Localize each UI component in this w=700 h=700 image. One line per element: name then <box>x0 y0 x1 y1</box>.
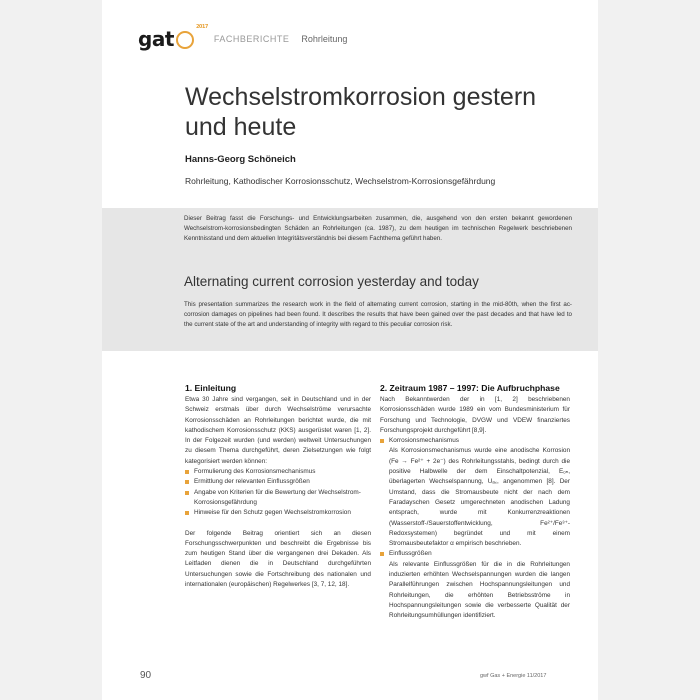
abstract-box <box>102 208 598 351</box>
running-header <box>138 24 348 51</box>
bullet-square-icon <box>185 511 189 515</box>
section-heading-zeitraum: 2. Zeitraum 1987 – 1997: Die Aufbruchphase <box>380 383 560 393</box>
bullet-square-icon <box>380 439 384 443</box>
list-item: Hinweise für den Schutz gegen Wechselstromkorrosion <box>185 508 371 518</box>
list-item: Angabe von Kriterien für die Bewertung der Wechselstrom-Korrosionsgefährdung <box>185 488 371 509</box>
journal-footer: gwf Gas + Energie 11/2017 <box>480 673 547 679</box>
paragraph: Etwa 30 Jahre sind vergangen, seit in Deutschland und in der Schweiz erstmals über durch Wechselströme verursachte Korrosionsschäden an Rohrleitungen berichtet wurde, die mit kathodischem Korrosionsschutz (KKS) ausgerüstet waren [1, 2]. In der Folgezeit wurden (und werden) weltweit Untersuchungen zu diesem Thema durchgeführt, deren Zielsetzungen wie folgt kategorisiert werden können: <box>185 396 371 465</box>
journal-logo: gat 2017 <box>138 24 208 51</box>
paragraph: Der folgende Beitrag orientiert sich an diesen Forschungsschwerpunkten und beschreibt die Ergebnisse bis zum heutigen Stand über die vergangenen drei Dekaden. Als Leitfaden dienen die in Deutschland durchgeführten Untersuchungen sowie die Fortschreibung des nationalen und internationalen (europäischen) Regelwerkes [3, 7, 12, 18]. <box>185 529 371 589</box>
paragraph: Nach Bekanntwerden der in [1, 2] beschriebenen Korrosionsschäden wurde 1989 ein vom Bundesministerium für Forschung und Technologie, DVGW und VDEW finanziertes Forschungsprojekt durchgeführt [8,9]. <box>380 396 570 434</box>
section-heading-einleitung: 1. Einleitung <box>185 383 237 393</box>
topic-label: Rohrleitung <box>301 34 348 44</box>
bullet-square-icon <box>380 552 384 556</box>
list-item: Ermittlung der relevanten Einflussgrößen <box>185 477 371 487</box>
logo-badge-icon <box>176 31 194 49</box>
page-number: 90 <box>140 670 152 681</box>
list-item: Korrosionsmechanismus <box>380 436 570 446</box>
list-item: Einflussgrößen <box>380 549 570 559</box>
section-label: FACHBERICHTE <box>213 34 290 44</box>
abstract-english-title: Alternating current corrosion yesterday and today <box>184 274 479 289</box>
list-item: Formulierung des Korrosionsmechanismus <box>185 467 371 477</box>
left-column <box>185 383 371 590</box>
bullet-square-icon <box>185 470 189 474</box>
article-author: Hanns-Georg Schöneich <box>185 154 296 165</box>
paragraph: Als Korrosionsmechanismus wurde eine anodische Korrosion (Fe → Fe²⁺ + 2e⁻) des Rohrleitungsstahls, bedingt durch die positive Halbwelle der dem Einschaltpotenzial, Eₒₙ, überlagerten Wechselspannung, Uₐ꜀, angenommen [8]. Der Umstand, dass die Stromausbeute nicht der nach dem Faradayschen Gesetz umgerechneten anodischen Ladung entsprach, wurde mit Konkurrenzreaktionen (Wasserstoff-/Sauerstoffentwicklung, Fe²⁺/Fe³⁺-Redoxsystemen) begründet und mit einem Stromausbeutefaktor α empirisch beschrieben. <box>389 447 570 548</box>
bullet-square-icon <box>185 480 189 484</box>
bullet-square-icon <box>185 491 189 495</box>
right-column <box>380 383 570 622</box>
article-title: Wechselstromkorrosion gestern und heute <box>185 83 537 141</box>
bullet-list <box>380 436 570 446</box>
article-keywords: Rohrleitung, Kathodischer Korrosionsschutz, Wechselstrom-Korrosionsgefährdung <box>185 176 496 186</box>
abstract-english: This presentation summarizes the research work in the field of alternating current corrosion, starting in the mid-80th, when the first ac-corrosion damages on pipelines had been found. It describes the results that have been gained over the past decades and that have led to the current state of the art and understanding of integrity with regard to this peculiar corrosion risk. <box>184 301 572 329</box>
bullet-list <box>380 549 570 559</box>
paragraph: Als relevante Einflussgrößen für die in die Rohrleitungen induzierten erhöhten Wechselspannungen wurden die langen Parallelführungen zwischen Hochspannungsleitungen und Rohrleitungen, die erhöhten Betriebsströme in Hochspannungsleitungen sowie die verbesserte Qualität der Rohrleitungsumhüllungen identifiziert. <box>389 560 570 620</box>
page-margin-left <box>0 0 102 700</box>
abstract-german: Dieser Beitrag fasst die Forschungs- und Entwicklungsarbeiten zusammen, die, ausgehend von den ersten bekannt gewordenen Wechselstrom-korrosionsbedingten Schäden an Rohrleitungen (ca. 1987), zu dem heutigen im technischen Regelwerk beschriebenen Kenntnisstand und dem aktuellen Integritätsverständnis bei diesem Fachthema geführt haben. <box>184 215 572 243</box>
page-margin-right <box>598 0 700 700</box>
bullet-list <box>185 467 371 518</box>
